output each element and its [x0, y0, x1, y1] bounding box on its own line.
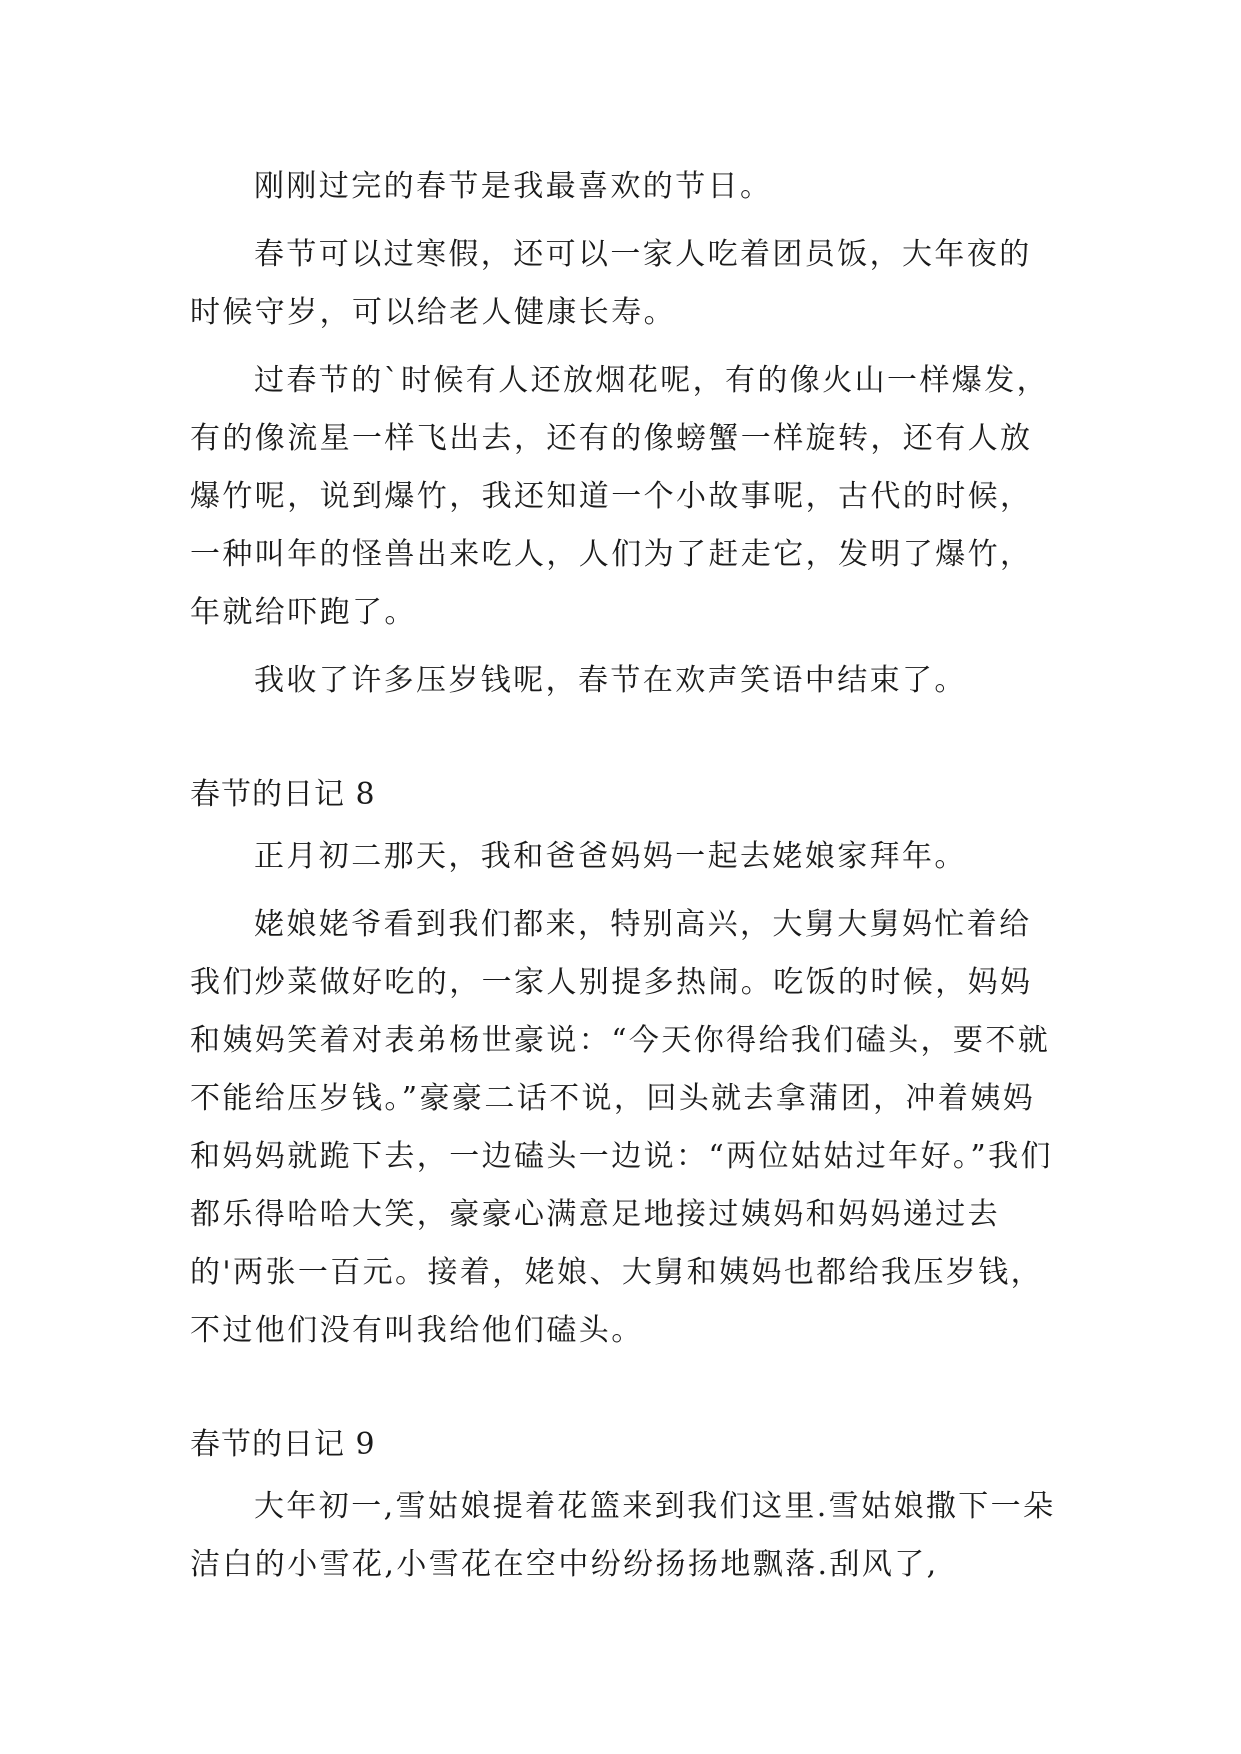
section-heading: 春节的日记 9 [190, 1427, 376, 1462]
section-heading: 春节的日记 8 [190, 777, 376, 812]
section-diary-9 [190, 1416, 1060, 1594]
paragraph: 姥娘姥爷看到我们都来，特别高兴，大舅大舅妈忙着给我们炒菜做好吃的，一家人别提多热闹。吃饭的时候，妈妈和姨妈笑着对表弟杨世豪说：“今天你得给我们磕头，要不就不能给压岁钱。”豪豪二话不说，回头就去拿蒲团，冲着姨妈和妈妈就跪下去，一边磕头一边说：“两位姑姑过年好。”我们都乐得哈哈大笑，豪豪心满意足地接过姨妈和妈妈递过去的'两张一百元。接着，姥娘、大舅和姨妈也都给我压岁钱，不过他们没有叫我给他们磕头。 [190, 907, 1053, 1348]
paragraph: 大年初一,雪姑娘提着花篮来到我们这里.雪姑娘撒下一朵洁白的小雪花,小雪花在空中纷纷扬扬地飘落.刮风了, [190, 1489, 1056, 1582]
paragraph: 我收了许多压岁钱呢，春节在欢声笑语中结束了。 [254, 663, 967, 698]
paragraph: 过春节的`时候有人还放烟花呢，有的像火山一样爆发，有的像流星一样飞出去，还有的像螃蟹一样旋转，还有人放爆竹呢，说到爆竹，我还知道一个小故事呢，古代的时候，一种叫年的怪兽出来吃人，人们为了赶走它，发明了爆竹，年就给吓跑了。 [190, 363, 1049, 630]
section-diary-8 [190, 766, 1060, 1360]
paragraph: 春节可以过寒假，还可以一家人吃着团员饭，大年夜的时候守岁，可以给老人健康长寿。 [190, 237, 1032, 330]
paragraph: 正月初二那天，我和爸爸妈妈一起去姥娘家拜年。 [254, 839, 967, 874]
document-body [190, 158, 1060, 1604]
paragraph: 刚刚过完的春节是我最喜欢的节日。 [254, 169, 773, 204]
section-1 [190, 158, 1060, 710]
